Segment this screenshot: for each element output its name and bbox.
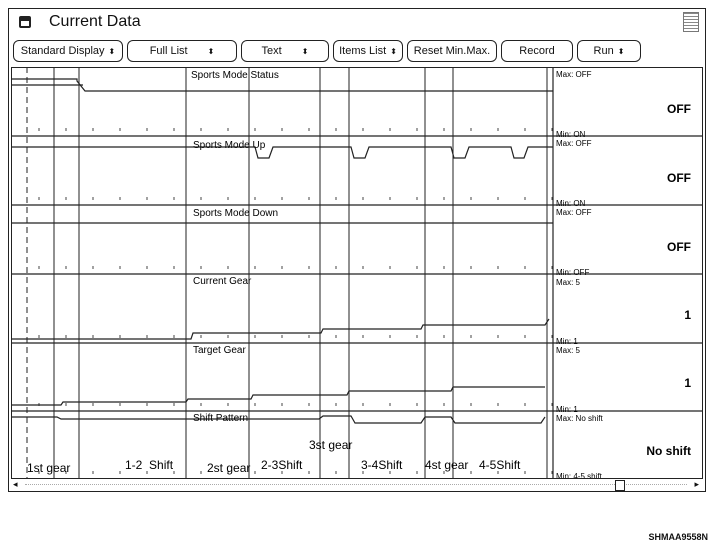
- window-menu-icon[interactable]: [19, 16, 31, 28]
- scroll-left-arrow-icon[interactable]: ◂: [13, 479, 18, 489]
- channel-value-3: 1: [684, 308, 691, 322]
- figure-code: SHMAA9558N: [648, 532, 708, 542]
- annotation-2st-gear: 2st gear: [207, 461, 251, 475]
- channel-label-sports-mode-status: Sports Mode Status: [191, 70, 279, 81]
- updown-arrow-icon: ⬍: [207, 47, 215, 56]
- full-list-label: Full List: [149, 45, 188, 57]
- trace-current-gear: [11, 319, 549, 339]
- channel-max-1: Max: OFF: [556, 139, 592, 148]
- channel-min-3: Min: 1: [556, 337, 578, 346]
- channel-min-4: Min: 1: [556, 405, 578, 414]
- title-bar: [9, 9, 705, 37]
- reset-minmax-label: Reset Min.Max.: [413, 45, 491, 57]
- trace-shift-pattern: [11, 416, 545, 423]
- channel-label-target-gear: Target Gear: [193, 345, 246, 356]
- current-data-window: [8, 8, 706, 492]
- scroll-thumb[interactable]: [615, 480, 625, 491]
- channel-value-0: OFF: [667, 102, 691, 116]
- channel-value-1: OFF: [667, 171, 691, 185]
- annotation-2-3-shift: 2-3Shift: [261, 458, 303, 472]
- run-label: Run: [593, 45, 614, 57]
- standard-display-select[interactable]: [13, 40, 123, 62]
- annotation-3st-gear: 3st gear: [309, 438, 353, 452]
- channel-label-current-gear: Current Gear: [193, 276, 252, 287]
- channel-max-0: Max: OFF: [556, 70, 592, 79]
- annotation-4st-gear: 4st gear: [425, 458, 469, 472]
- updown-arrow-icon: ⬍: [301, 47, 309, 56]
- channel-label-sports-mode-down: Sports Mode Down: [193, 208, 279, 219]
- text-label: Text: [261, 45, 282, 57]
- scroll-track[interactable]: [25, 484, 687, 486]
- reset-minmax-button[interactable]: [407, 40, 497, 62]
- channel-min-1: Min: ON: [556, 199, 586, 208]
- run-select[interactable]: [577, 40, 641, 62]
- channel-label-shift-pattern: Shift Pattern: [193, 413, 249, 424]
- trace-sports-mode-up: [11, 147, 553, 158]
- updown-arrow-icon: ⬍: [108, 47, 116, 56]
- standard-display-label: Standard Display: [20, 45, 105, 57]
- trace-target-gear: [11, 387, 545, 405]
- items-list-select[interactable]: [333, 40, 403, 62]
- channel-value-5: No shift: [646, 444, 691, 458]
- channel-min-2: Min: OFF: [556, 268, 590, 277]
- text-select[interactable]: [241, 40, 329, 62]
- horizontal-scrollbar[interactable]: [11, 478, 701, 491]
- toolbar: [9, 40, 705, 66]
- channel-label-sports-mode-up: Sports Mode Up: [193, 140, 266, 151]
- channel-max-3: Max: 5: [556, 278, 581, 287]
- channel-max-4: Max: 5: [556, 346, 581, 355]
- record-label: Record: [519, 45, 555, 57]
- annotation-1st-gear: 1st gear: [27, 461, 71, 475]
- full-list-select[interactable]: [127, 40, 237, 62]
- data-graph-area: [11, 67, 703, 479]
- channel-min-5: Min: 4-5 shift: [556, 472, 602, 479]
- channel-max-5: Max: No shift: [556, 414, 603, 423]
- annotation-3-4-shift: 3-4Shift: [361, 458, 403, 472]
- record-button[interactable]: [501, 40, 573, 62]
- items-list-label: Items List: [339, 45, 387, 57]
- channel-value-4: 1: [684, 376, 691, 390]
- channel-min-0: Min: ON: [556, 130, 586, 139]
- window-title: Current Data: [49, 13, 141, 30]
- channel-max-2: Max: OFF: [556, 208, 592, 217]
- resize-grip-icon[interactable]: [683, 12, 699, 32]
- annotation-1-2-shift: 1-2 Shift: [125, 458, 174, 472]
- annotation-4-5-shift: 4-5Shift: [479, 458, 521, 472]
- channel-value-2: OFF: [667, 240, 691, 254]
- updown-arrow-icon: ⬍: [617, 47, 625, 56]
- updown-arrow-icon: ⬍: [390, 47, 397, 56]
- scroll-right-arrow-icon[interactable]: ▸: [694, 479, 699, 489]
- trace-sports-mode-status: [11, 79, 553, 91]
